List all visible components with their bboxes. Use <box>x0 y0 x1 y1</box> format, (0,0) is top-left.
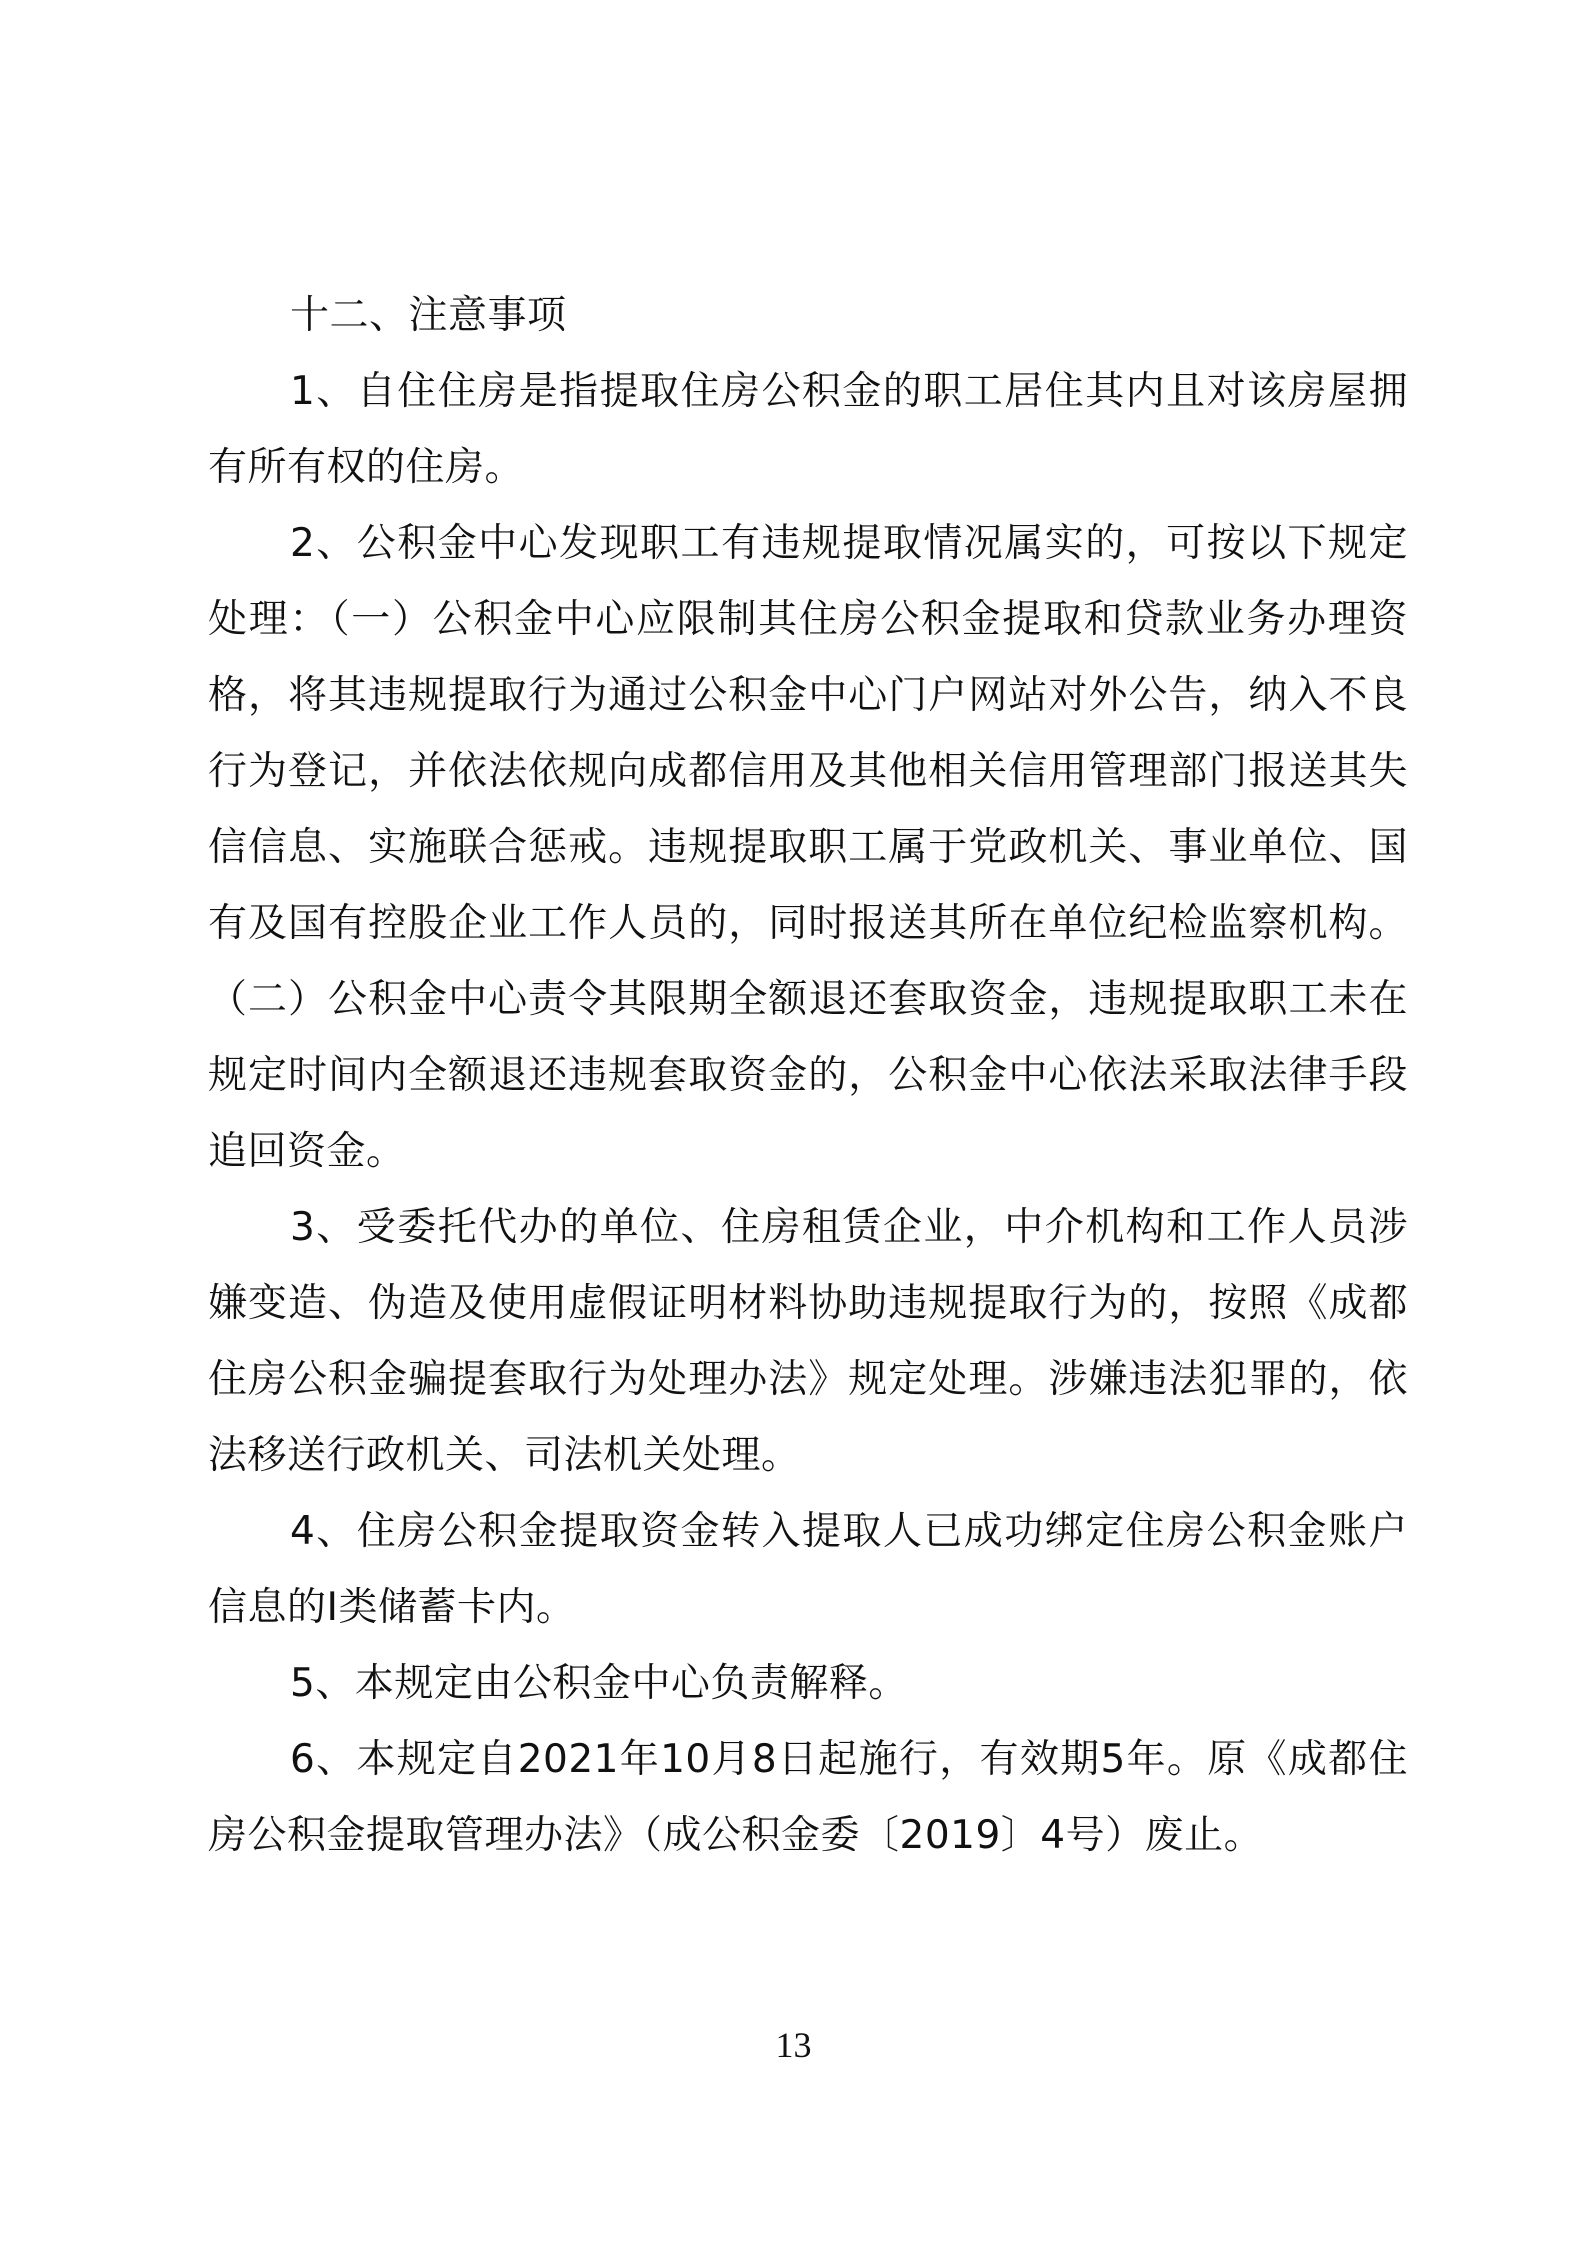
paragraph-4-fund-transfer: 4、住房公积金提取资金转入提取人已成功绑定住房公积金账户信息的I类储蓄卡内。 <box>208 1509 1408 1630</box>
paragraph-3-agency-violations: 3、受委托代办的单位、住房租赁企业，中介机构和工作人员涉嫌变造、伪造及使用虚假证明材料协助违规提取行为的，按照《成都住房公积金骗提套取行为处理办法》规定处理。涉嫌违法犯罪的，依法移送行政机关、司法机关处理。 <box>208 1205 1408 1478</box>
page-number: 13 <box>775 2025 812 2065</box>
paragraph-2-violation-handling: 2、公积金中心发现职工有违规提取情况属实的，可按以下规定处理：（一）公积金中心应限制其住房公积金提取和贷款业务办理资格，将其违规提取行为通过公积金中心门户网站对外公告，纳入不良行为登记，并依法依规向成都信用及其他相关信用管理部门报送其失信信息、实施联合惩戒。违规提取职工属于党政机关、事业单位、国有及国有控股企业工作人员的，同时报送其所在单位纪检监察机构。（二）公积金中心责令其限期全额退还套取资金，违规提取职工未在规定时间内全额退还违规套取资金的，公积金中心依法采取法律手段追回资金。 <box>208 521 1408 1174</box>
paragraph-6-effective-date: 6、本规定自2021年10月8日起施行，有效期5年。原《成都住房公积金提取管理办法》（成公积金委〔2019〕4号）废止。 <box>208 1737 1408 1858</box>
section-title: 十二、注意事项 <box>290 293 567 338</box>
document-body <box>208 278 1408 1874</box>
paragraph-1-owned-housing-definition: 1、自住住房是指提取住房公积金的职工居住其内且对该房屋拥有所有权的住房。 <box>208 369 1408 490</box>
paragraph-5-interpretation: 5、本规定由公积金中心负责解释。 <box>290 1661 908 1706</box>
